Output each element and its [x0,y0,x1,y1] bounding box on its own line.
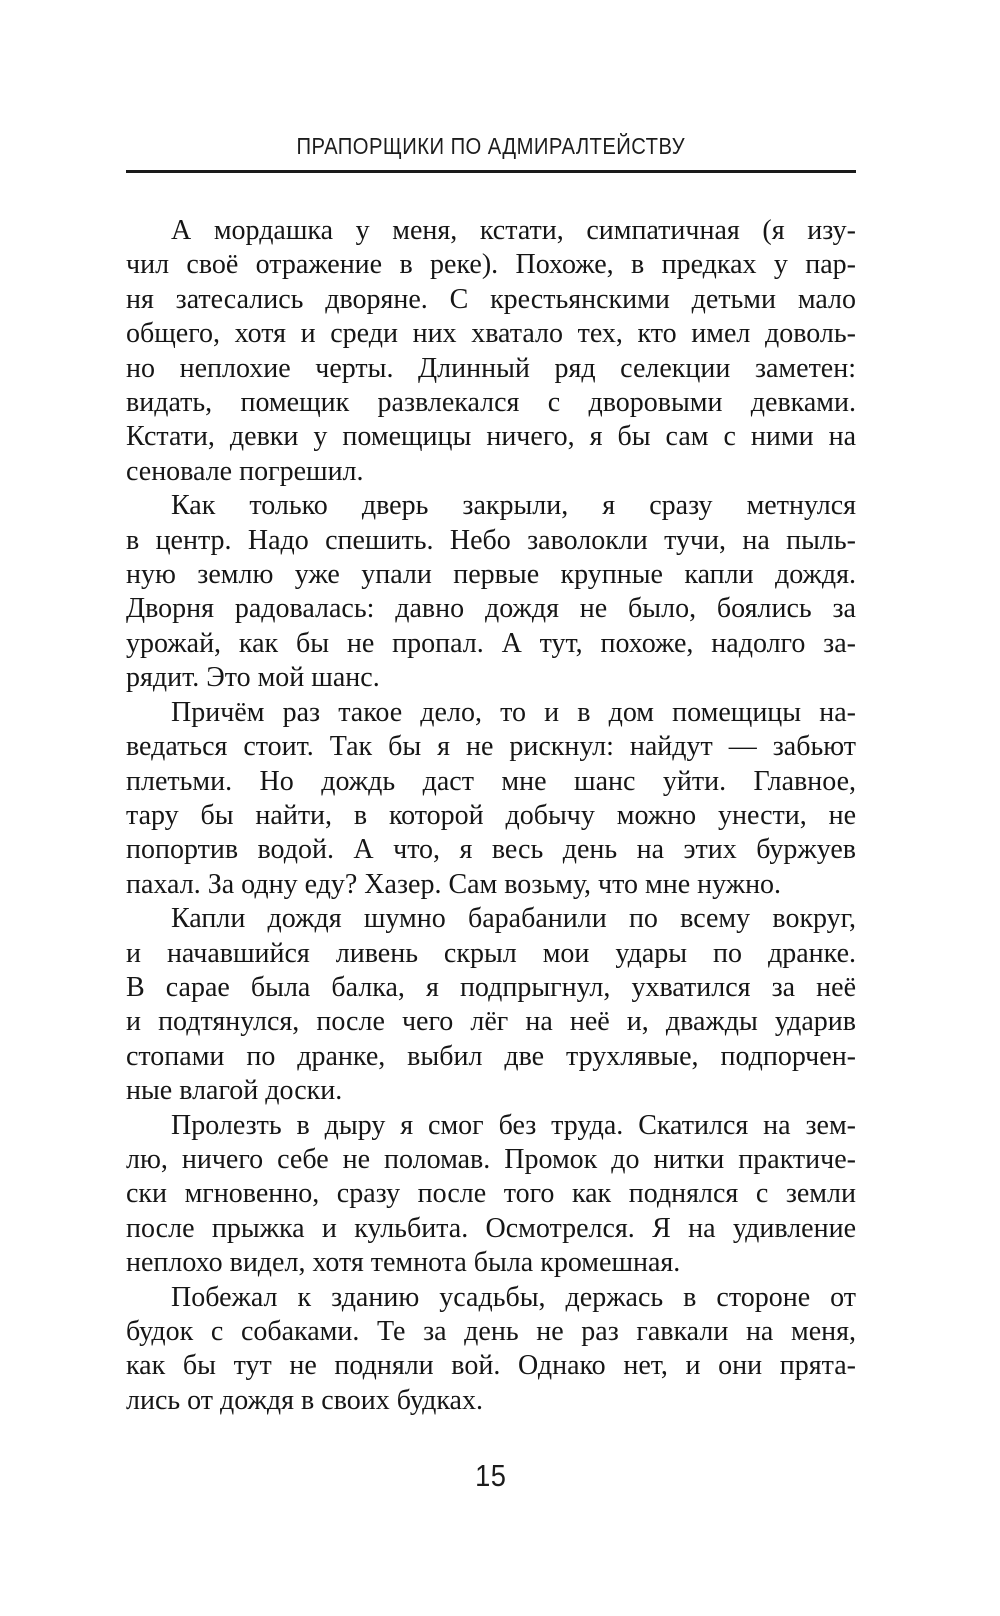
text-line: Капли дождя шумно барабанили по всему вокруг, [171,903,856,935]
header-rule [126,170,856,173]
text-line: ную землю уже упали первые крупные капли дождя. [126,559,856,591]
text-line: и начавшийся ливень скрыл мои удары по дранке. [126,937,856,969]
text-line: ня затесались дворяне. С крестьянскими детьми мало [126,283,856,315]
text-line: рядит. Это мой шанс. [126,662,380,694]
text-line: Причём раз такое дело, то и в дом помещицы на- [171,696,856,728]
text-line: А мордашка у меня, кстати, симпатичная (я изу- [171,215,856,246]
text-line: лю, ничего себе не поломав. Промок до нитки практиче- [126,1143,856,1175]
text-line: пахал. За одну еду? Хазер. Сам возьму, что мне нужно. [126,868,782,900]
running-head-title: ПРАПОРЩИКИ ПО АДМИРАЛТЕЙСТВУ [296,133,686,159]
text-line: будок с собаками. Те за день не раз гавкали на меня, [126,1316,856,1347]
text-line: чил своё отражение в реке). Похоже, в предках у пар- [126,249,856,281]
text-line: стопами по дранке, выбил две трухлявые, подпорчен- [126,1040,856,1072]
text-line: ведаться стоит. Так бы я не рискнул: найдут — забьют [126,731,856,763]
text-line: В сарае была балка, я подпрыгнул, ухватился за неё [126,971,856,1003]
text-line: ски мгновенно, сразу после того как поднялся с земли [126,1178,856,1210]
text-line: Дворня радовалась: давно дождя не было, боялись за [126,593,856,625]
text-line: неплохо видел, хотя темнота была кромешная. [126,1247,681,1279]
text-line: Побежал к зданию усадьбы, держась в стороне от [171,1281,856,1313]
text-line: плетьми. Но дождь даст мне шанс уйти. Главное, [126,765,856,797]
text-line: в центр. Надо спешить. Небо заволокли тучи, на пыль- [126,524,856,556]
text-line: лись от дождя в своих будках. [126,1384,483,1416]
text-line: Кстати, девки у помещицы ничего, я бы сам с ними на [126,421,856,453]
text-line: но неплохие черты. Длинный ряд селекции заметен: [126,352,856,384]
text-line: попортив водой. А что, я весь день на этих буржуев [126,834,856,866]
text-line: сеновале погрешил. [126,455,364,487]
text-line: видать, помещик развлекался с дворовыми девками. [126,387,856,419]
text-line: после прыжка и кульбита. Осмотрелся. Я на удивление [126,1212,856,1244]
running-head [126,133,856,160]
text-line: как бы тут не подняли вой. Однако нет, и они прята- [126,1350,856,1382]
text-line: ные влагой доски. [126,1075,343,1107]
body-text [126,214,856,1418]
text-line: общего, хотя и среди них хватало тех, кто имел доволь- [126,318,856,350]
text-line: Как только дверь закрыли, я сразу метнулся [171,490,856,522]
page-number: 15 [475,1458,507,1493]
text-line: урожай, как бы не пропал. А тут, похоже, надолго за- [126,627,856,659]
text-line: тару бы найти, в которой добычу можно унести, не [126,799,856,831]
page-footer [126,1458,856,1494]
text-line: и подтянулся, после чего лёг на неё и, дважды ударив [126,1006,856,1038]
text-line: Пролезть в дыру я смог без труда. Скатился на зем- [171,1109,856,1141]
